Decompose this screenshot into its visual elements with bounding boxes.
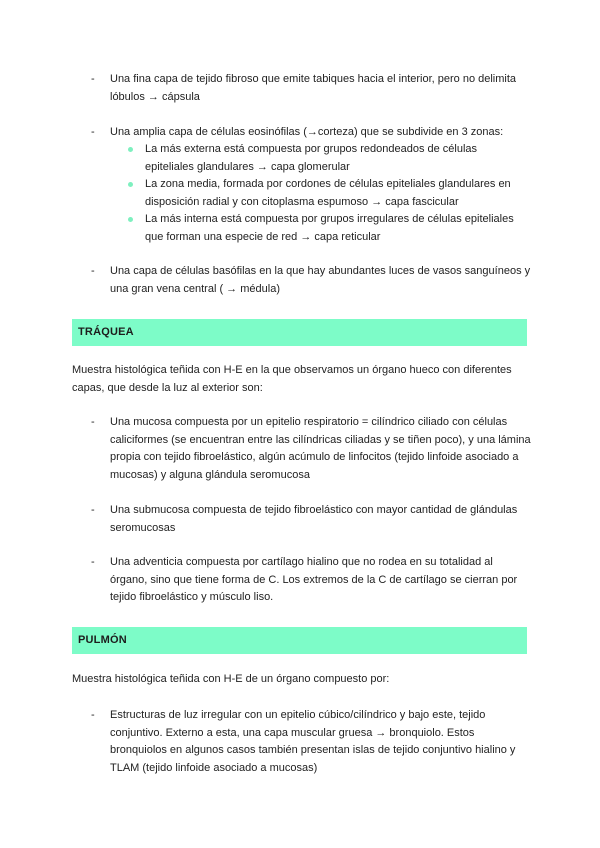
zone-item-text: La más interna está compuesta por grupos irregulares de células epiteliales que forman una especie de red → capa reticular	[145, 213, 514, 243]
bullet-dot-icon	[128, 182, 133, 187]
list-dash: -	[91, 126, 95, 138]
zone-item	[128, 141, 528, 176]
section-title: TRÁQUEA	[78, 326, 134, 338]
zone-item	[128, 211, 528, 246]
list-item-text: Una fina capa de tejido fibroso que emite tabiques hacia el interior, pero no delimita lóbulos → cápsula	[110, 73, 517, 103]
list-dash: -	[91, 416, 95, 428]
list-dash: -	[91, 73, 95, 85]
list-item	[91, 707, 531, 777]
zone-item-text: La más externa está compuesta por grupos redondeados de células epiteliales glandulares → capa glomerular	[145, 143, 478, 173]
list-item	[91, 263, 531, 298]
list-item-text: Una capa de células basófilas en la que hay abundantes luces de vasos sanguíneos y una gran vena central ( → médula)	[110, 265, 531, 295]
section-header-traquea	[72, 319, 527, 346]
list-dash: -	[91, 265, 95, 277]
list-item	[91, 414, 531, 484]
list-dash: -	[91, 504, 95, 516]
bullet-dot-icon	[128, 217, 133, 222]
list-item-text: Una adventicia compuesta por cartílago hialino que no rodea en su totalidad al órgano, sino que tiene forma de C. Los extremos de la C de cartílago se cierran por tejido fibroelástico y músculo liso.	[110, 556, 518, 603]
list-item-text: Estructuras de luz irregular con un epitelio cúbico/cilíndrico y bajo este, tejido conjuntivo. Externo a esta, una capa muscular gruesa → bronquiolo. Estos bronquiolos en algunos casos también presentan islas de tejido conjuntivo hialino y TLAM (tejido linfoide asociado a mucosas)	[110, 709, 516, 774]
list-item	[91, 71, 531, 106]
list-item	[91, 124, 531, 142]
section-intro: Muestra histológica teñida con H-E en la que observamos un órgano hueco con diferentes capas, que desde la luz al exterior son:	[72, 364, 512, 394]
bullet-dot-icon	[128, 147, 133, 152]
zone-item-text: La zona media, formada por cordones de células epiteliales glandulares en disposición radial y con citoplasma espumoso → capa fascicular	[145, 178, 511, 208]
list-item	[91, 554, 531, 607]
section-intro: Muestra histológica teñida con H-E de un órgano compuesto por:	[72, 673, 390, 685]
zone-item	[128, 176, 528, 211]
list-item-text: Una mucosa compuesta por un epitelio respiratorio = cilíndrico ciliado con células caliciformes (se encuentran entre las cilíndricas ciliadas y se tiñen poco), y una lámina propia con tejido fibroelástico, algún acúmulo de linfocitos (tejido linfoide asociado a mucosas) y alguna glándula seromucosa	[110, 416, 531, 481]
list-item	[91, 502, 531, 537]
section-header-pulmon	[72, 627, 527, 654]
list-item-text: Una amplia capa de células eosinófilas (→corteza) que se subdivide en 3 zonas:	[110, 126, 504, 138]
zones-list	[128, 141, 528, 246]
list-dash: -	[91, 709, 95, 721]
section-title: PULMÓN	[78, 634, 127, 646]
list-dash: -	[91, 556, 95, 568]
list-item-text: Una submucosa compuesta de tejido fibroelástico con mayor cantidad de glándulas seromucosas	[110, 504, 518, 534]
